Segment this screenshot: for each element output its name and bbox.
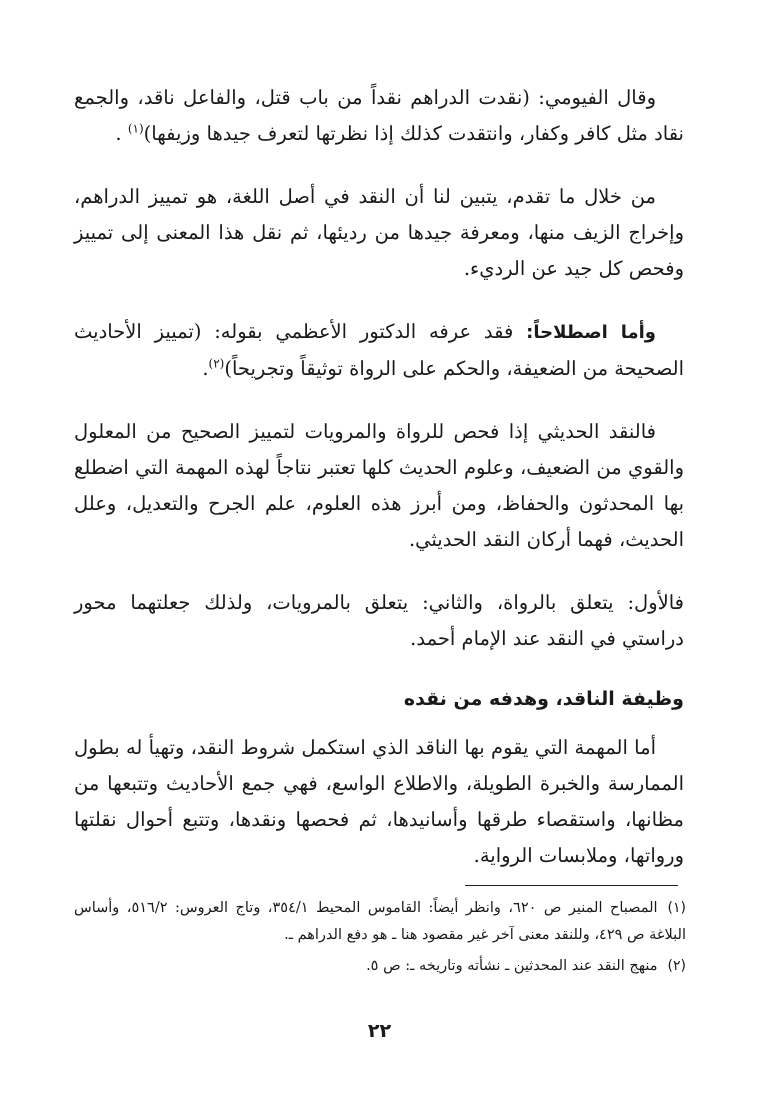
footnote-number: (٢): [667, 958, 686, 974]
paragraph-technical-definition: [74, 314, 684, 387]
paragraph-text: فقد عرفه الدكتور الأعظمي بقوله: (تمييز الأحاديث الصحيحة من الضعيفة، والحكم على الرواة توثيقاً وتجريحاً): [74, 320, 684, 380]
footnotes: [74, 895, 686, 984]
footnote-ref-2[interactable]: (٢): [208, 356, 225, 371]
section-heading: وظيفة الناقد، وهدفه من نقده: [403, 688, 684, 710]
page-number: ٢٢: [367, 1020, 392, 1042]
paragraph-text: فالنقد الحديثي إذا فحص للرواة والمرويات لتمييز الصحيح من المعلول والقوي من الضعيف، وعلوم الحديث كلها تعتبر نتاجاً لهذه المهمة التي اضطلع بها المحدثون والحفاظ، ومن أبرز هذه العلوم، علم الجرح والتعديل، وعلل الحديث، فهما أركان النقد الحديثي.: [74, 420, 684, 551]
paragraph-tail: .: [115, 122, 128, 145]
paragraph-tail: .: [202, 357, 209, 380]
footnote-text: المصباح المنير ص ٦٢٠، وانظر أيضاً: القاموس المحيط ٣٥٤/١، وتاج العروس: ٥١٦/٢، وأساس البلاغة ص ٤٢٩، وللنقد معنى آخر غير مقصود هنا ـ هو دفع الدراهم ـ.: [74, 900, 686, 943]
paragraph-hadith-criticism: [74, 414, 684, 558]
footnote-ref-1[interactable]: (١): [127, 121, 144, 136]
footnote-1: [74, 895, 686, 949]
footnote-2: [74, 953, 686, 980]
paragraph-study-scope: [74, 585, 684, 657]
paragraph-text: أما المهمة التي يقوم بها الناقد الذي استكمل شروط النقد، وتهيأ له بطول الممارسة والخبرة الطويلة، والاطلاع الواسع، فهي جمع الأحاديث وتتبعها من مظانها، واستقصاء طرقها وأسانيدها، ثم فحصها ونقدها، وتتبع أحوال نقلتها ورواتها، وملابسات الرواية.: [74, 736, 684, 867]
page-body: [74, 80, 684, 901]
paragraph-linguistic-summary: [74, 179, 684, 287]
paragraph-text: وقال الفيومي: (نقدت الدراهم نقداً من باب قتل، والفاعل ناقد، والجمع نقاد مثل كافر وكفار، وانتقدت كذلك إذا نظرتها لتعرف جيدها وزيفها): [74, 86, 684, 145]
paragraph-lead-term: وأما اصطلاحاً:: [526, 322, 656, 343]
paragraph-text: فالأول: يتعلق بالرواة، والثاني: يتعلق بالمرويات، ولذلك جعلتهما محور دراستي في النقد عند الإمام أحمد.: [74, 591, 684, 650]
footnote-text: منهج النقد عند المحدثين ـ نشأته وتاريخه ـ: ص ٥.: [366, 958, 658, 974]
paragraph-fayyumi-definition: [74, 80, 684, 152]
footnote-separator: [465, 885, 678, 886]
footnote-number: (١): [667, 900, 686, 916]
paragraph-text: من خلال ما تقدم، يتبين لنا أن النقد في أصل اللغة، هو تمييز الدراهم، وإخراج الزيف منها، ومعرفة جيدها من رديئها، ثم نقل هذا المعنى إلى تمييز وفحص كل جيد عن الرديء.: [74, 185, 684, 280]
paragraph-critic-role: [74, 730, 684, 874]
